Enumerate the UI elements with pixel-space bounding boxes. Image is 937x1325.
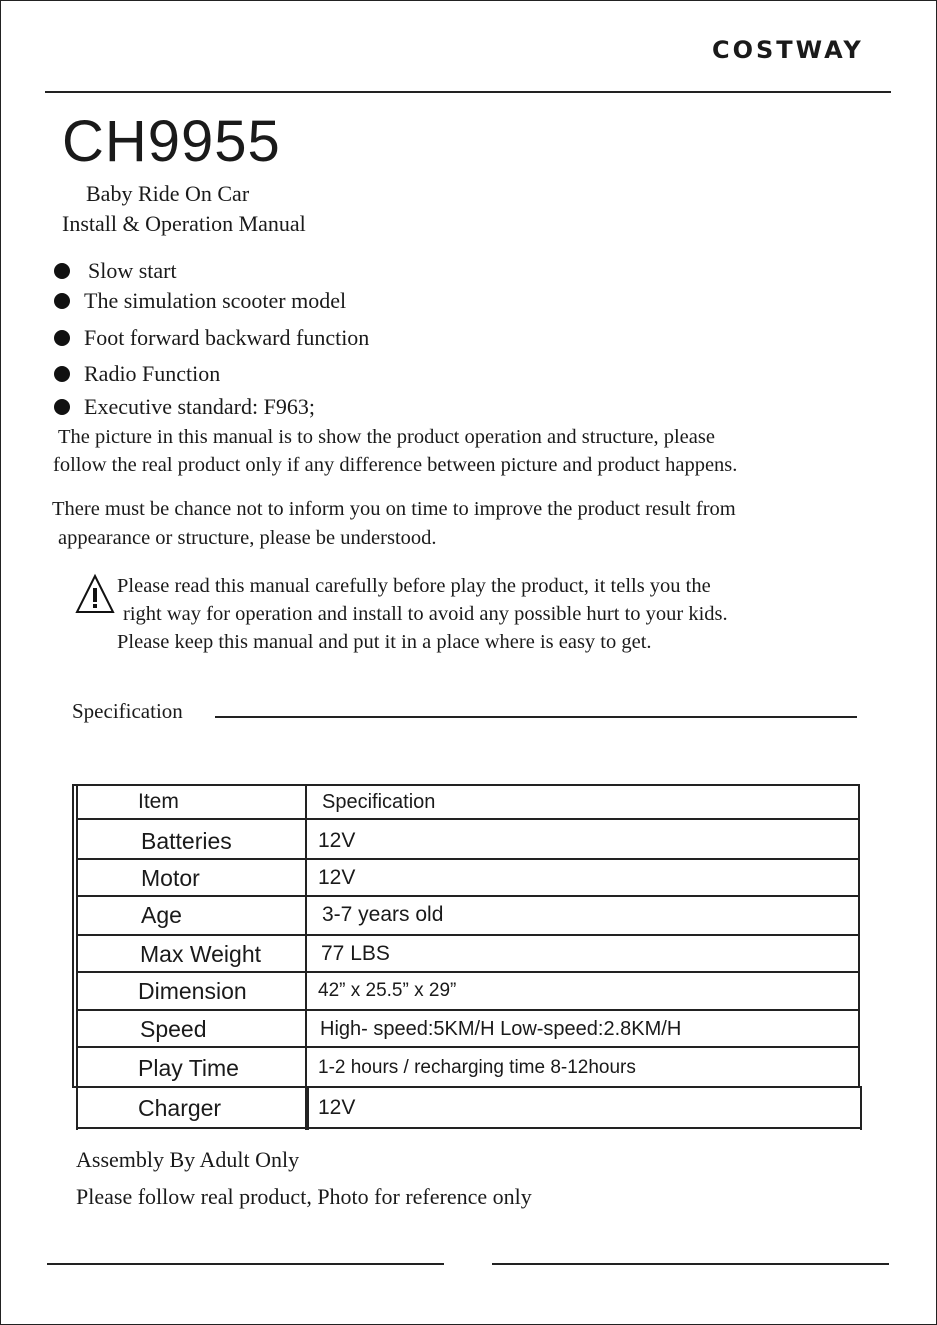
- row-value: 12V: [318, 829, 356, 852]
- bullet-icon: [54, 399, 70, 415]
- assembly-note: Assembly By Adult Only: [76, 1147, 300, 1172]
- row-value: High- speed:5KM/H Low-speed:2.8KM/H: [320, 1017, 682, 1040]
- warning-line1: Please read this manual carefully before play the product, it tells you the: [117, 575, 711, 597]
- bullet-icon: [54, 330, 70, 346]
- table-row: [72, 1089, 862, 1127]
- photo-note: Please follow real product, Photo for reference only: [76, 1184, 532, 1209]
- row-value: 12V: [318, 866, 356, 889]
- improve-note-line1: There must be chance not to inform you on time to improve the product result from: [52, 498, 736, 520]
- feature-item: [54, 394, 315, 420]
- feature-label: Executive standard: F963;: [84, 394, 315, 419]
- bullet-icon: [54, 293, 70, 309]
- specification-table: [72, 784, 862, 1130]
- row-item: Motor: [141, 864, 200, 891]
- row-item: Charger: [138, 1094, 222, 1121]
- specification-divider: [215, 716, 857, 718]
- improve-note-line2: appearance or structure, please be understood.: [58, 527, 437, 549]
- table-row: [72, 1049, 862, 1087]
- row-value: 1-2 hours / recharging time 8-12hours: [318, 1057, 636, 1078]
- table-row: [72, 897, 862, 933]
- feature-item: [54, 361, 220, 387]
- footer-divider-right: [492, 1263, 889, 1265]
- bullet-icon: [54, 366, 70, 382]
- warning-line3: Please keep this manual and put it in a place where is easy to get.: [117, 631, 652, 653]
- specification-heading: Specification: [72, 699, 183, 723]
- feature-item: [54, 258, 177, 284]
- table-row: [72, 860, 862, 896]
- warning-line2: right way for operation and install to avoid any possible hurt to your kids.: [123, 603, 728, 625]
- table-header-row: [72, 786, 862, 818]
- table-row: [72, 936, 862, 972]
- warning-triangle-icon: [75, 573, 115, 615]
- footer-divider-left: [47, 1263, 444, 1265]
- model-number: CH9955: [62, 109, 281, 174]
- row-value: 12V: [318, 1096, 356, 1119]
- picture-note-line1: The picture in this manual is to show the product operation and structure, please: [58, 426, 715, 448]
- table-row: [72, 1011, 862, 1047]
- picture-note-line2: follow the real product only if any difference between picture and product happens.: [53, 454, 738, 476]
- row-item: Batteries: [141, 827, 232, 854]
- row-value: 3-7 years old: [322, 903, 444, 926]
- bullet-icon: [54, 263, 70, 279]
- header-item: Item: [138, 790, 179, 813]
- feature-item: [54, 325, 369, 351]
- header-specification: Specification: [322, 790, 436, 813]
- feature-label: Foot forward backward function: [84, 325, 370, 350]
- product-name: Baby Ride On Car: [86, 181, 250, 206]
- row-item: Play Time: [138, 1054, 239, 1081]
- row-item: Dimension: [138, 977, 247, 1004]
- feature-item: [54, 288, 346, 314]
- table-row: [72, 822, 862, 860]
- row-value: 42” x 25.5” x 29”: [318, 980, 457, 1001]
- row-item: Speed: [140, 1015, 207, 1042]
- manual-type: Install & Operation Manual: [62, 211, 306, 236]
- feature-label: The simulation scooter model: [84, 288, 347, 313]
- row-value: 77 LBS: [321, 942, 390, 965]
- feature-label: Radio Function: [84, 361, 221, 386]
- table-row: [72, 973, 862, 1009]
- header-divider: [45, 91, 891, 93]
- row-item: Max Weight: [140, 940, 262, 967]
- row-item: Age: [141, 901, 182, 928]
- feature-label: Slow start: [88, 258, 177, 283]
- brand-logo: COSTWAY: [712, 36, 864, 64]
